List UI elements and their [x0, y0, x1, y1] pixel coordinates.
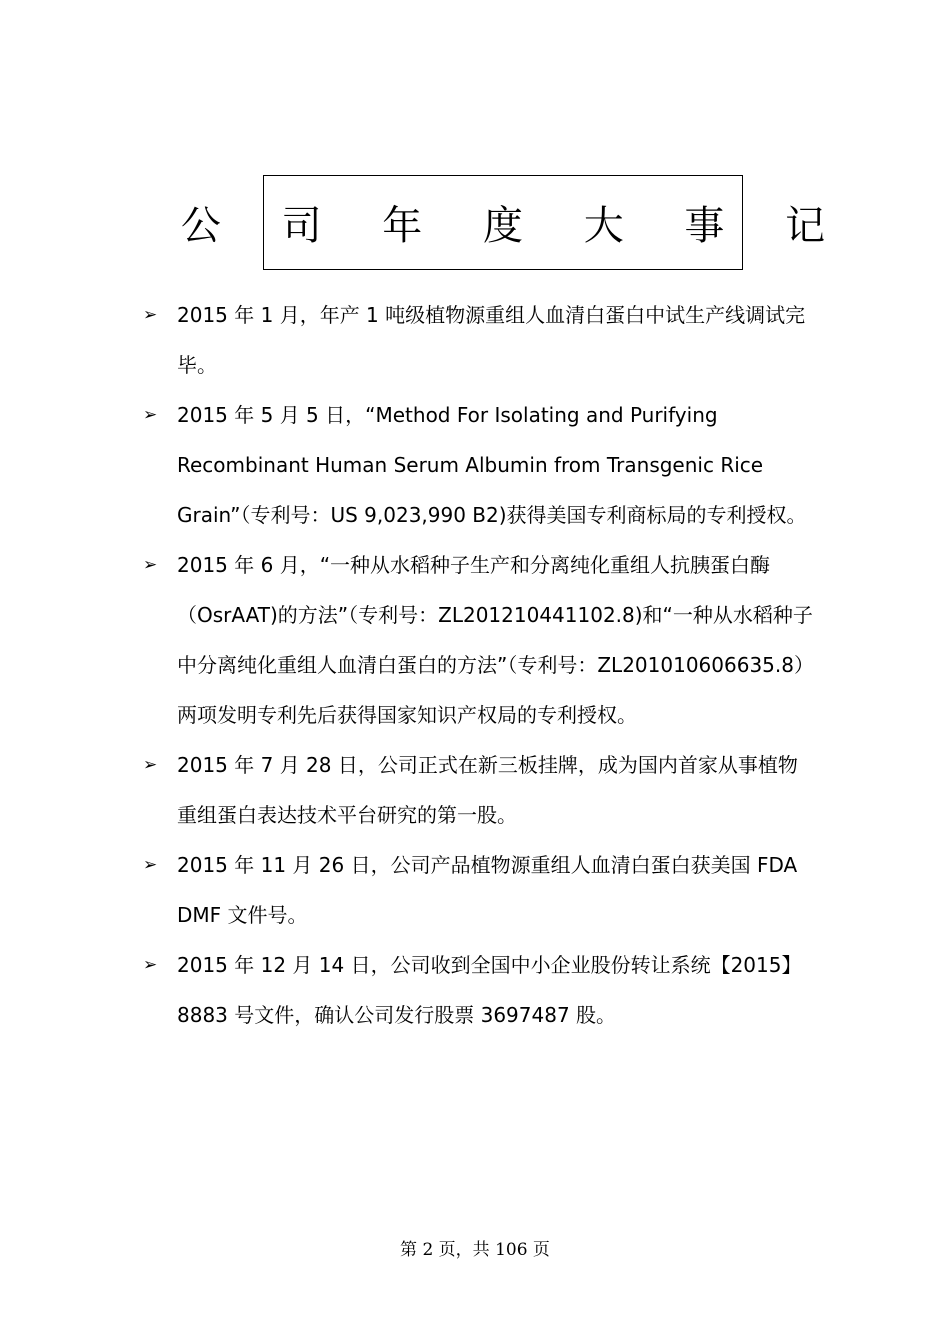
event-text: 2015 年 1 月，年产 1 吨级植物源重组人血清白蛋白中试生产线调试完毕。 [177, 303, 806, 377]
event-item [143, 740, 815, 840]
arrow-bullet-icon: ➢ [143, 855, 158, 875]
event-text: 2015 年 7 月 28 日，公司正式在新三板挂牌，成为国内首家从事植物重组蛋白表达技术平台研究的第一股。 [177, 753, 798, 827]
event-text: 2015 年 5 月 5 日，“Method For Isolating and Purifying Recombinant Human Serum Albumin from Transgenic Rice Grain”（专利号：US 9,023,990 B2)获得美国专利商标局的专利授权。 [177, 403, 807, 527]
event-item [143, 290, 815, 390]
arrow-bullet-icon: ➢ [143, 555, 158, 575]
page-footer: 第 2 页，共 106 页 [400, 1240, 550, 1260]
arrow-bullet-icon: ➢ [143, 405, 158, 425]
event-item [143, 940, 815, 1040]
page-title: 公 司 年 度 大 事 记 [180, 203, 850, 249]
event-text: 2015 年 12 月 14 日，公司收到全国中小企业股份转让系统【2015】8883 号文件，确认公司发行股票 3697487 股。 [177, 953, 802, 1027]
arrow-bullet-icon: ➢ [143, 955, 158, 975]
title-box [180, 175, 850, 270]
event-item [143, 390, 815, 540]
event-list [143, 290, 815, 1040]
event-item [143, 840, 815, 940]
arrow-bullet-icon: ➢ [143, 305, 158, 325]
event-item [143, 540, 815, 740]
arrow-bullet-icon: ➢ [143, 755, 158, 775]
event-text: 2015 年 11 月 26 日，公司产品植物源重组人血清白蛋白获美国 FDA DMF 文件号。 [177, 853, 798, 927]
event-text: 2015 年 6 月，“一种从水稻种子生产和分离纯化重组人抗胰蛋白酶（OsrAAT)的方法”（专利号：ZL201210441102.8)和“一种从水稻种子中分离纯化重组人血清白蛋白的方法”（专利号：ZL201010606635.8）两项发明专利先后获得国家知识产权局的专利授权。 [177, 553, 814, 727]
